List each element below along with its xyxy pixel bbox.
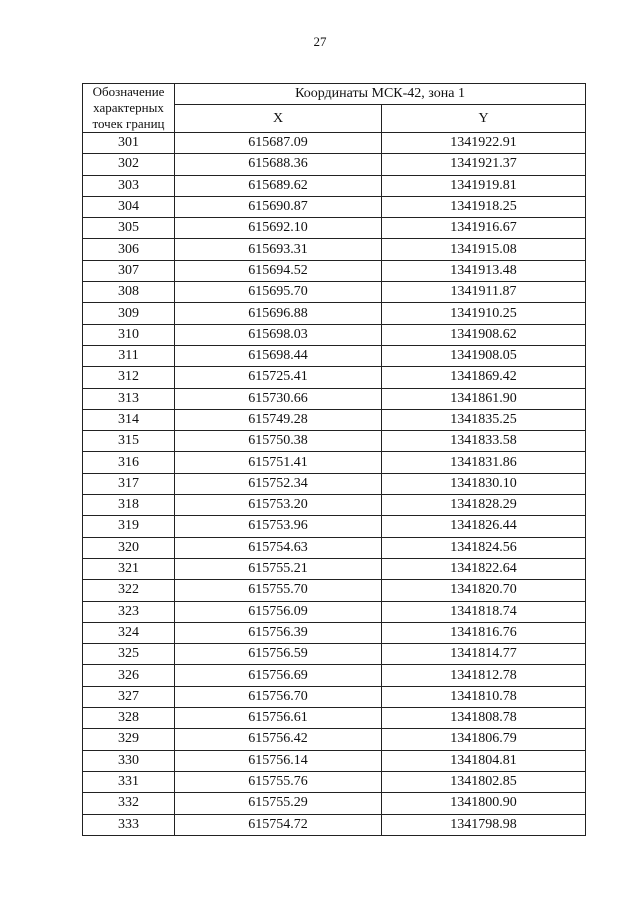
table-row [83,601,586,622]
y-coordinate-cell: 1341911.87 [382,282,586,303]
table-row [83,282,586,303]
table-header [83,84,586,133]
x-coordinate-cell: 615689.62 [175,175,382,196]
table-row [83,814,586,835]
y-coordinate-cell: 1341830.10 [382,473,586,494]
point-number-cell: 309 [83,303,175,324]
page-number: 27 [313,34,327,49]
x-coordinate-cell: 615725.41 [175,367,382,388]
y-coordinate-cell: 1341833.58 [382,431,586,452]
table-row [83,473,586,494]
y-coordinate-cell: 1341826.44 [382,516,586,537]
y-coordinate-cell: 1341818.74 [382,601,586,622]
point-number-cell: 318 [83,495,175,516]
y-coordinate-cell: 1341831.86 [382,452,586,473]
y-coordinate-cell: 1341812.78 [382,665,586,686]
x-coordinate-cell: 615696.88 [175,303,382,324]
table-row [83,516,586,537]
point-number-cell: 304 [83,196,175,217]
point-number-cell: 324 [83,622,175,643]
x-column-header: X [175,105,382,133]
table-row [83,622,586,643]
point-number-cell: 330 [83,750,175,771]
x-coordinate-cell: 615755.76 [175,771,382,792]
y-coordinate-cell: 1341822.64 [382,558,586,579]
point-number-cell: 332 [83,793,175,814]
y-coordinate-cell: 1341919.81 [382,175,586,196]
table-row [83,686,586,707]
x-coordinate-cell: 615756.69 [175,665,382,686]
point-number-cell: 302 [83,154,175,175]
point-number-cell: 319 [83,516,175,537]
y-coordinate-cell: 1341828.29 [382,495,586,516]
y-coordinate-cell: 1341915.08 [382,239,586,260]
x-coordinate-cell: 615752.34 [175,473,382,494]
x-coordinate-cell: 615753.96 [175,516,382,537]
point-designation-header: Обозначение характерных точек границ [83,84,175,133]
table-body [83,133,586,836]
point-number-cell: 329 [83,729,175,750]
x-coordinate-cell: 615756.09 [175,601,382,622]
table-row [83,644,586,665]
y-coordinate-cell: 1341869.42 [382,367,586,388]
table-row [83,558,586,579]
table-row [83,133,586,154]
table-row [83,388,586,409]
y-coordinate-cell: 1341808.78 [382,708,586,729]
y-coordinate-cell: 1341861.90 [382,388,586,409]
y-coordinate-cell: 1341810.78 [382,686,586,707]
table-row [83,729,586,750]
table-row [83,239,586,260]
point-number-cell: 301 [83,133,175,154]
y-coordinate-cell: 1341908.05 [382,345,586,366]
x-coordinate-cell: 615756.61 [175,708,382,729]
point-number-cell: 310 [83,324,175,345]
point-number-cell: 303 [83,175,175,196]
y-coordinate-cell: 1341835.25 [382,409,586,430]
point-number-cell: 320 [83,537,175,558]
table-row [83,452,586,473]
point-number-cell: 307 [83,260,175,281]
y-coordinate-cell: 1341910.25 [382,303,586,324]
x-coordinate-cell: 615749.28 [175,409,382,430]
x-coordinate-cell: 615754.63 [175,537,382,558]
table-row [83,175,586,196]
table-row [83,580,586,601]
x-coordinate-cell: 615698.03 [175,324,382,345]
x-coordinate-cell: 615755.70 [175,580,382,601]
y-coordinate-cell: 1341802.85 [382,771,586,792]
x-coordinate-cell: 615755.21 [175,558,382,579]
y-coordinate-cell: 1341921.37 [382,154,586,175]
table-row [83,750,586,771]
point-number-cell: 305 [83,218,175,239]
x-coordinate-cell: 615690.87 [175,196,382,217]
x-coordinate-cell: 615692.10 [175,218,382,239]
x-coordinate-cell: 615730.66 [175,388,382,409]
x-coordinate-cell: 615687.09 [175,133,382,154]
table-row [83,218,586,239]
table-row [83,196,586,217]
x-coordinate-cell: 615695.70 [175,282,382,303]
y-coordinate-cell: 1341804.81 [382,750,586,771]
y-coordinate-cell: 1341908.62 [382,324,586,345]
table-row [83,324,586,345]
table-row [83,409,586,430]
x-coordinate-cell: 615756.42 [175,729,382,750]
point-number-cell: 331 [83,771,175,792]
point-number-cell: 312 [83,367,175,388]
x-coordinate-cell: 615750.38 [175,431,382,452]
y-coordinate-cell: 1341916.67 [382,218,586,239]
y-coordinate-cell: 1341824.56 [382,537,586,558]
x-coordinate-cell: 615698.44 [175,345,382,366]
point-number-cell: 311 [83,345,175,366]
point-number-cell: 327 [83,686,175,707]
x-coordinate-cell: 615751.41 [175,452,382,473]
y-coordinate-cell: 1341798.98 [382,814,586,835]
point-number-cell: 328 [83,708,175,729]
table-row [83,303,586,324]
x-coordinate-cell: 615756.39 [175,622,382,643]
point-number-cell: 308 [83,282,175,303]
point-number-cell: 325 [83,644,175,665]
point-number-cell: 333 [83,814,175,835]
point-number-cell: 313 [83,388,175,409]
y-coordinate-cell: 1341918.25 [382,196,586,217]
table-row [83,708,586,729]
y-coordinate-cell: 1341913.48 [382,260,586,281]
table-row [83,537,586,558]
point-number-cell: 326 [83,665,175,686]
y-coordinate-cell: 1341820.70 [382,580,586,601]
table-row [83,431,586,452]
table-row [83,495,586,516]
y-coordinate-cell: 1341922.91 [382,133,586,154]
coordinates-title-header: Координаты МСК-42, зона 1 [175,84,586,105]
y-coordinate-cell: 1341800.90 [382,793,586,814]
x-coordinate-cell: 615754.72 [175,814,382,835]
x-coordinate-cell: 615693.31 [175,239,382,260]
point-number-cell: 315 [83,431,175,452]
x-coordinate-cell: 615756.14 [175,750,382,771]
x-coordinate-cell: 615756.59 [175,644,382,665]
y-coordinate-cell: 1341816.76 [382,622,586,643]
point-number-cell: 322 [83,580,175,601]
point-number-cell: 314 [83,409,175,430]
coordinates-table [82,83,586,836]
point-number-cell: 306 [83,239,175,260]
table-row [83,345,586,366]
table-row [83,793,586,814]
point-number-cell: 317 [83,473,175,494]
x-coordinate-cell: 615755.29 [175,793,382,814]
table-row [83,260,586,281]
point-number-cell: 321 [83,558,175,579]
table-row [83,154,586,175]
y-coordinate-cell: 1341806.79 [382,729,586,750]
y-column-header: Y [382,105,586,133]
point-number-cell: 323 [83,601,175,622]
x-coordinate-cell: 615694.52 [175,260,382,281]
table-row [83,665,586,686]
x-coordinate-cell: 615688.36 [175,154,382,175]
table-row [83,367,586,388]
x-coordinate-cell: 615753.20 [175,495,382,516]
point-number-cell: 316 [83,452,175,473]
x-coordinate-cell: 615756.70 [175,686,382,707]
table-row [83,771,586,792]
y-coordinate-cell: 1341814.77 [382,644,586,665]
